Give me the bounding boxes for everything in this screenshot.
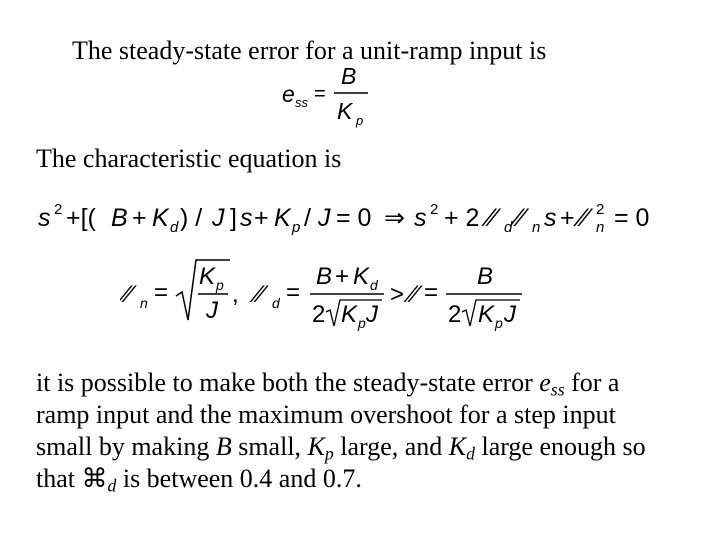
oz-f1-plus: + (335, 263, 350, 290)
para-line-2: ramp input and the maximum overshoot for a step input (36, 400, 616, 429)
ce-plus2: + (254, 204, 269, 232)
oz-f1-K: K (353, 263, 370, 290)
oz-sub-n: n (140, 295, 148, 311)
ce-rhs-sub-d: d (504, 219, 513, 236)
ce-rhs-glyph3: ⁄⁄ (580, 204, 589, 232)
ess-numerator: B (341, 63, 357, 89)
oz-f1-B: B (316, 263, 333, 290)
ce-Kd-sub: d (170, 219, 179, 236)
oz-f1-den-J: J (366, 301, 378, 328)
ce-rhs-glyph1: ⁄⁄ (488, 204, 497, 232)
ce-rhs-s2: s (544, 204, 557, 232)
para-l3-b: small, (231, 432, 308, 461)
para-l4-sub: d (107, 475, 117, 496)
ce-rhs-sup: 2 (430, 201, 439, 218)
ce-rhs-sub-n2: n (596, 219, 605, 236)
para-l3-a: small by making (36, 432, 216, 461)
para-l3-K2: K (448, 432, 467, 461)
ce-rhs-sup2b: 2 (596, 201, 605, 218)
ce-eq0: = 0 (336, 204, 372, 232)
oz-glyph-d: ⁄⁄ (256, 281, 265, 308)
oz-eq3: = (424, 279, 439, 306)
ess-denominator: K (337, 98, 353, 124)
ce-rhs-sub-n: n (532, 219, 541, 236)
ess-equals: = (314, 83, 326, 105)
oz-f1-Ksub: d (370, 277, 378, 293)
omega-zeta-equations (120, 250, 540, 340)
para-l3-d: d (466, 443, 475, 464)
para-l3-e: large enough so (474, 432, 646, 461)
ce-plus: + (132, 204, 147, 232)
oz-eq1: = (154, 279, 169, 306)
para-line-4 (36, 463, 706, 495)
ce-s1: s (240, 204, 253, 232)
oz-glyph-g: ⁄⁄ (410, 281, 419, 308)
ce-part1: +[( (66, 204, 96, 232)
oz-sqrt-num: K (199, 263, 216, 290)
conclusion-paragraph (36, 367, 706, 495)
oz-f1-den-sub: p (358, 315, 366, 331)
para-line-3 (36, 431, 706, 463)
characteristic-equation (36, 196, 696, 246)
ce-part2: ) / (180, 204, 203, 232)
ess-formula (270, 62, 410, 132)
ce-rhs-s: s (414, 204, 427, 232)
para-l4-a: that (36, 464, 82, 493)
para-l3-B: B (215, 432, 232, 461)
intro-line: The steady-state error for a unit-ramp input is (72, 36, 547, 65)
para-l4-glyph: ⌘ (81, 464, 108, 493)
ess-lhs: e (282, 81, 295, 107)
ce-sup: 2 (54, 201, 63, 218)
para-l3-c: large, and (333, 432, 449, 461)
oz-f2-den-J: J (504, 301, 516, 328)
para-l1-b: for a (564, 368, 620, 397)
ce-J: J (212, 204, 225, 232)
oz-gt: > (390, 281, 405, 308)
ce-implies: ⇒ (384, 204, 405, 232)
para-line-1 (36, 367, 706, 399)
ess-denominator-sub: p (356, 113, 364, 128)
ce-part3: ] (230, 204, 237, 232)
para-l3-K: K (307, 432, 325, 461)
ce-rhs-plus: + 2 (444, 204, 480, 232)
oz-glyph-n: ⁄⁄ (124, 281, 133, 308)
oz-f2-den-K: K (478, 301, 495, 328)
oz-sqrt-num-sub: p (216, 277, 224, 293)
para-l3-p: p (324, 443, 334, 464)
oz-f2-2: 2 (448, 301, 462, 328)
oz-sub-d: d (272, 295, 280, 311)
oz-f1-den-K: K (341, 301, 358, 328)
oz-f1-2: 2 (312, 301, 326, 328)
ce-slash: / (304, 204, 311, 232)
char-heading: The characteristic equation is (36, 144, 342, 173)
oz-comma: , (232, 281, 239, 308)
ce-B: B (111, 204, 128, 232)
ce-Kp-sub: p (292, 219, 301, 236)
oz-f2-den-sub: p (495, 315, 503, 331)
para-l1-a: it is possible to make both the steady-state error (36, 368, 540, 397)
ce-rhs-glyph2: ⁄⁄ (516, 204, 525, 232)
para-l4-b: is between 0.4 and 0.7. (116, 464, 362, 493)
oz-eq2: = (286, 279, 301, 306)
ce-J2: J (318, 204, 331, 232)
ce-Kd: K (152, 204, 169, 232)
ess-lhs-sub: ss (295, 95, 308, 110)
ce-rhs-plus2: + (560, 204, 575, 232)
ce-s: s (38, 204, 51, 232)
oz-sqrt-den: J (206, 297, 218, 324)
ce-Kp: K (274, 204, 291, 232)
ce-rhs-eq0: = 0 (614, 204, 650, 232)
para-l1-ss: ss (550, 379, 565, 400)
para-l1-e: e (539, 368, 551, 397)
oz-f2-B: B (477, 263, 494, 290)
